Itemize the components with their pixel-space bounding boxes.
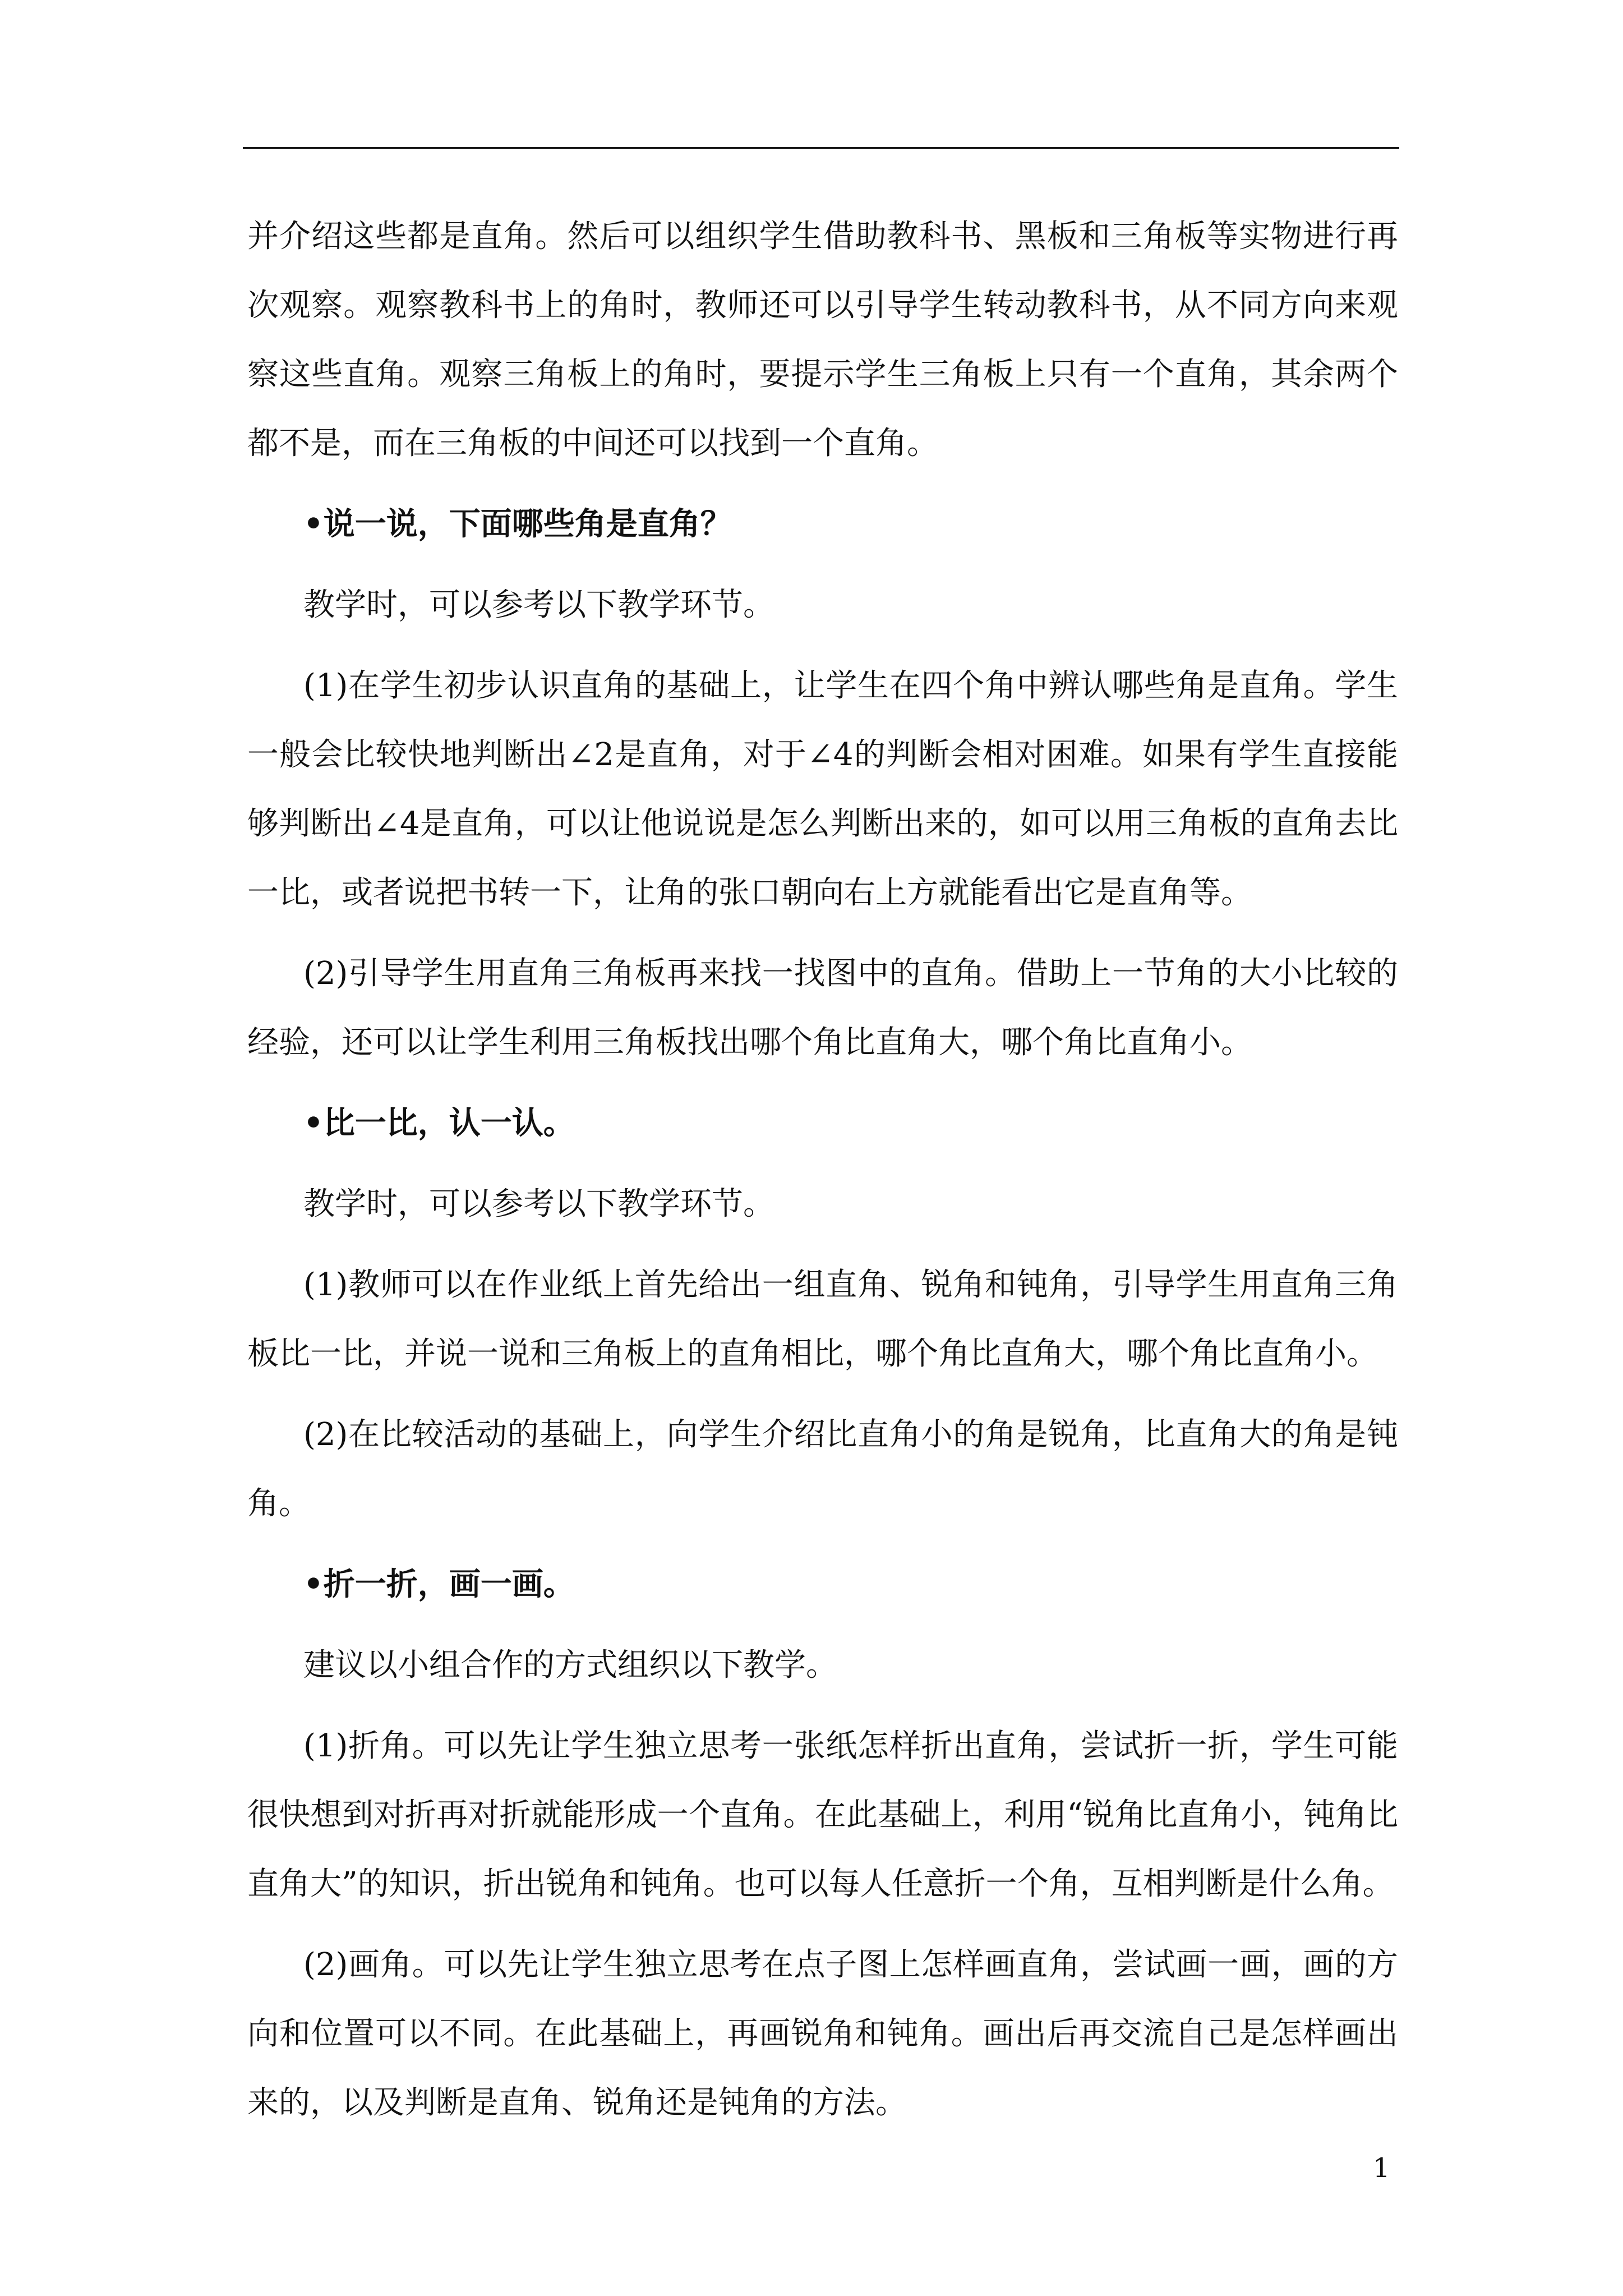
paragraph: 教学时，可以参考以下教学环节。 [303, 1186, 774, 1222]
paragraph: (1)在学生初步认识直角的基础上，让学生在四个角中辨认哪些角是直角。学生一般会比较快地判断出∠2是直角，对于∠4的判断会相对困难。如果有学生直接能够判断出∠4是直角，可以让他说说是怎么判断出来的，如可以用三角板的直角去比一比，或者说把书转一下，让角的张口朝向右上方就能看出它是直角等。 [247, 668, 1398, 911]
paragraph: (2)引导学生用直角三角板再来找一找图中的直角。借助上一节角的大小比较的经验，还可以让学生利用三角板找出哪个角比直角大，哪个角比直角小。 [247, 955, 1398, 1061]
paragraph: (2)在比较活动的基础上，向学生介绍比直角小的角是锐角，比直角大的角是钝角。 [247, 1416, 1398, 1522]
paragraph: 教学时，可以参考以下教学环节。 [303, 587, 774, 623]
paragraph: 建议以小组合作的方式组织以下教学。 [303, 1647, 837, 1683]
section-heading-identify-right-angles: •说一说，下面哪些角是直角？ [303, 506, 732, 542]
document-body [247, 202, 1398, 2149]
section-heading-fold-and-draw: •折一折，画一画。 [303, 1566, 575, 1603]
paragraph: (2)画角。可以先让学生独立思考在点子图上怎样画直角，尝试画一画，画的方向和位置可以不同。在此基础上，再画锐角和钝角。画出后再交流自己是怎样画出来的，以及判断是直角、锐角还是钝角的方法。 [247, 1947, 1398, 2121]
header-rule [243, 147, 1399, 149]
paragraph: (1)教师可以在作业纸上首先给出一组直角、锐角和钝角，引导学生用直角三角板比一比，并说一说和三角板上的直角相比，哪个角比直角大，哪个角比直角小。 [247, 1267, 1398, 1372]
paragraph-intro: 并介绍这些都是直角。然后可以组织学生借助教科书、黑板和三角板等实物进行再次观察。观察教科书上的角时，教师还可以引导学生转动教科书，从不同方向来观察这些直角。观察三角板上的角时，要提示学生三角板上只有一个直角，其余两个都不是，而在三角板的中间还可以找到一个直角。 [247, 218, 1398, 462]
page-number: 1 [1373, 2152, 1390, 2184]
paragraph: (1)折角。可以先让学生独立思考一张纸怎样折出直角，尝试折一折，学生可能很快想到对折再对折就能形成一个直角。在此基础上，利用“锐角比直角小，钝角比直角大”的知识，折出锐角和钝角。也可以每人任意折一个角，互相判断是什么角。 [247, 1728, 1398, 1902]
section-heading-compare: •比一比，认一认。 [303, 1105, 575, 1142]
